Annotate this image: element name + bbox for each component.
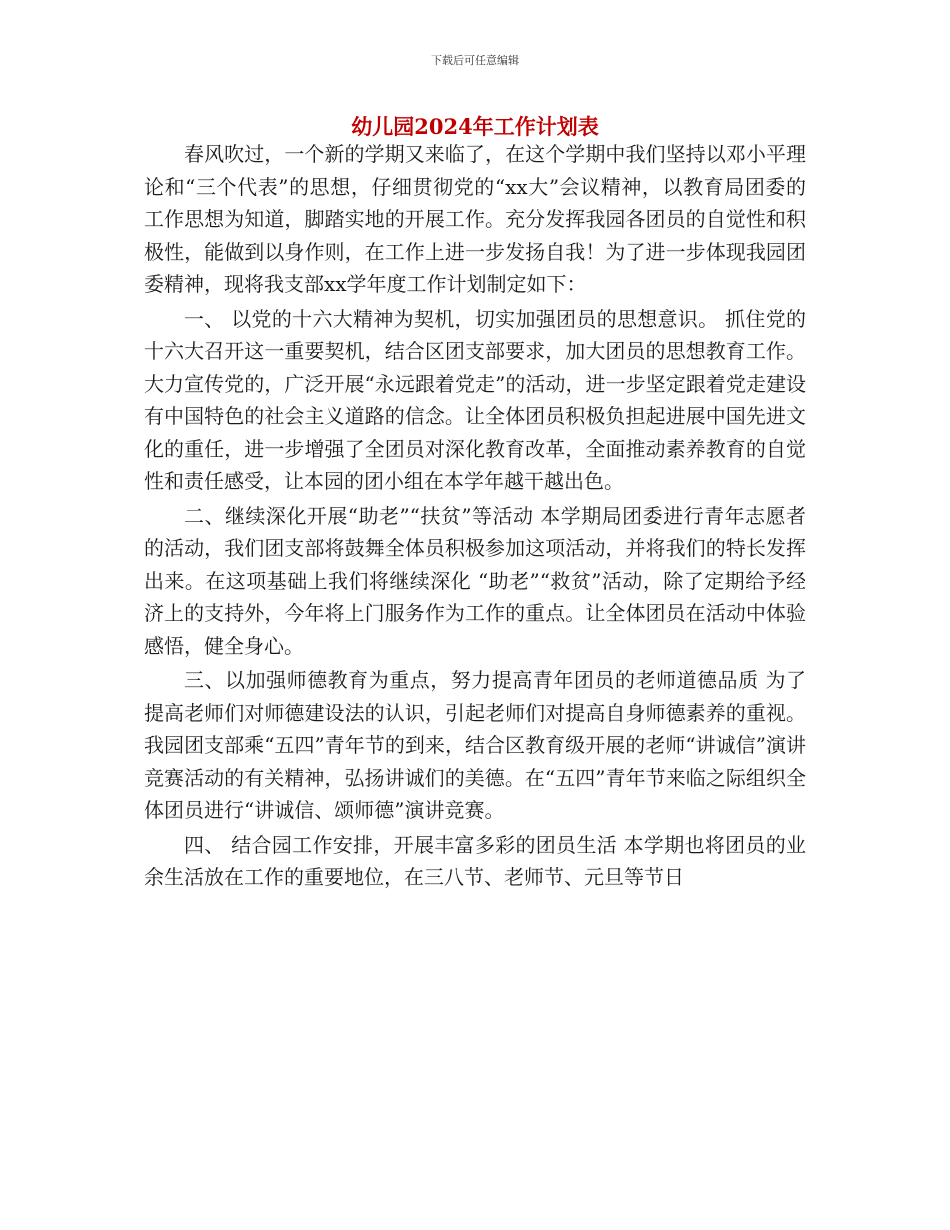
paragraph-section-2: 二、继续深化开展“助老”“扶贫”等活动 本学期局团委进行青年志愿者的活动，我们团支部将鼓舞全体员积极参加这项活动，并将我们的特长发挥出来。在这项基础上我们将继续深化 “助老”“救贫”活动，除了定期给予经济上的支持外，今年将上门服务作为工作的重点。让全体团员在活动中体验感悟，健全身心。 [144, 503, 806, 658]
paragraph-intro: 春风吹过，一个新的学期又来临了，在这个学期中我们坚持以邓小平理论和“三个代表”的思想，仔细贯彻党的“xx大”会议精神，以教育局团委的工作思想为知道，脚踏实地的开展工作。充分发挥我园各团员的自觉性和积极性，能做到以身作则，在工作上进一步发扬自我！为了进一步体现我园团委精神，现将我支部xx学年度工作计划制定如下： [144, 142, 806, 296]
page-header-note: 下载后可任意编辑 [431, 54, 519, 67]
document-title: 幼儿园2024年工作计划表 [351, 114, 599, 139]
document-body [144, 138, 806, 894]
paragraph-section-1: 一、 以党的十六大精神为契机，切实加强团员的思想意识。 抓住党的十六大召开这一重要契机，结合区团支部要求，加大团员的思想教育工作。大力宣传党的，广泛开展“永远跟着党走”的活动，进一步坚定跟着党走建设有中国特色的社会主义道路的信念。让全体团员积极负担起进展中国先进文化的重任，进一步增强了全团员对深化教育改革，全面推动素养教育的自觉性和责任感受，让本园的团小组在本学年越干越出色。 [144, 306, 806, 493]
paragraph-section-3: 三、以加强师德教育为重点，努力提高青年团员的老师道德品质 为了提高老师们对师德建设法的认识，引起老师们对提高自身师德素养的重视。我园团支部乘“五四”青年节的到来，结合区教育级开展的老师“讲诚信”演讲竞赛活动的有关精神，弘扬讲诚们的美德。在“五四”青年节来临之际组织全体团员进行“讲诚信、颂师德”演讲竞赛。 [144, 668, 806, 822]
paragraph-section-4: 四、 结合园工作安排，开展丰富多彩的团员生活 本学期也将团员的业余生活放在工作的重要地位，在三八节、老师节、元旦等节日 [144, 832, 806, 889]
